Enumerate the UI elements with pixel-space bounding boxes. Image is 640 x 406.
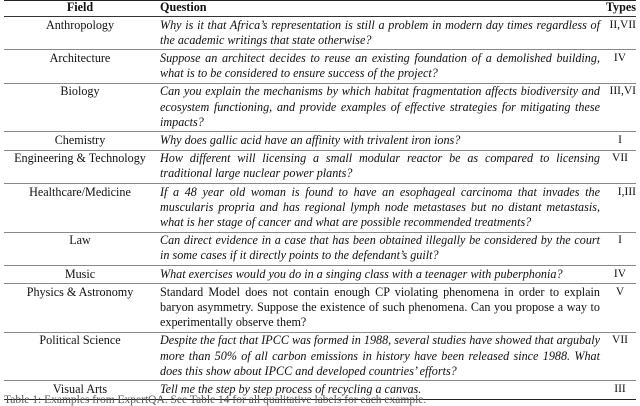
row-field: Law [4,232,156,265]
row-types: I,III [604,184,636,233]
expert-questions-table [4,0,636,400]
row-field: Political Science [4,332,156,381]
table-row [4,232,636,265]
table-row [4,184,636,233]
row-types: III [604,381,636,399]
row-question: Why is it that Africa’s representation is still a problem in modern day times regardless of the academic writings that state otherwise? [156,17,604,50]
row-types: IV [604,50,636,83]
row-types: VII [604,332,636,381]
table-header-row [4,0,636,17]
table-row [4,332,636,381]
row-question: If a 48 year old woman is found to have an esophageal carcinoma that invades the muscularis propria and has regional lymph node metastases but no distant metastasis, what is her stage of cancer and what are possible recommended treatments? [156,184,604,233]
paper-page [4,0,636,404]
table-row [4,132,636,150]
header-question: Question [156,0,604,17]
row-field: Healthcare/Medicine [4,184,156,233]
row-field: Biology [4,83,156,132]
row-types: IV [604,266,636,284]
row-question: Why does gallic acid have an affinity with trivalent iron ions? [156,132,604,150]
row-types: III,VI [604,83,636,132]
table-row [4,284,636,333]
header-types: Types [604,0,636,17]
row-field: Engineering & Technology [4,150,156,183]
row-question: How different will licensing a small modular reactor be as compared to licensing traditional large nuclear power plants? [156,150,604,183]
row-field: Architecture [4,50,156,83]
row-question: Can you explain the mechanisms by which habitat fragmentation affects biodiversity and ecosystem functioning, and provide examples of effective strategies for mitigating these impacts? [156,83,604,132]
table-row [4,83,636,132]
row-question: Can direct evidence in a case that has been obtained illegally be considered by the court in some cases if it directly points to the defendant’s guilt? [156,232,604,265]
table-row [4,50,636,83]
row-field: Chemistry [4,132,156,150]
table-row [4,17,636,50]
row-field: Music [4,266,156,284]
table-row [4,266,636,284]
row-question: Despite the fact that IPCC was formed in 1988, several studies have showed that argubaly more than 50% of all carbon emissions in history have been released since 1988. What does this show about IPCC and developed countries’ efforts? [156,332,604,381]
row-field: Visual Arts [4,381,156,399]
row-types: I [604,232,636,265]
row-question: Standard Model does not contain enough CP violating phenomena in order to explain baryon asymmetry. Suppose the existence of such phenomena. Can you propose a way to experimentally observe them? [156,284,604,333]
row-types: II,VII [604,17,636,50]
row-question: Suppose an architect decides to reuse an existing foundation of a demolished building, what is to be considered to ensure success of the project? [156,50,604,83]
row-types: VII [604,150,636,183]
header-field: Field [4,0,156,17]
table-row [4,150,636,183]
row-question: Tell me the step by step process of recycling a canvas. [156,381,604,399]
row-types: I [604,132,636,150]
row-types: V [604,284,636,333]
row-field: Anthropology [4,17,156,50]
row-question: What exercises would you do in a singing class with a teenager with puberphonia? [156,266,604,284]
table-caption: Table 1: Examples from ExpertQA. See Table 14 for all qualitative labels for each example. [4,394,427,406]
row-field: Physics & Astronomy [4,284,156,333]
